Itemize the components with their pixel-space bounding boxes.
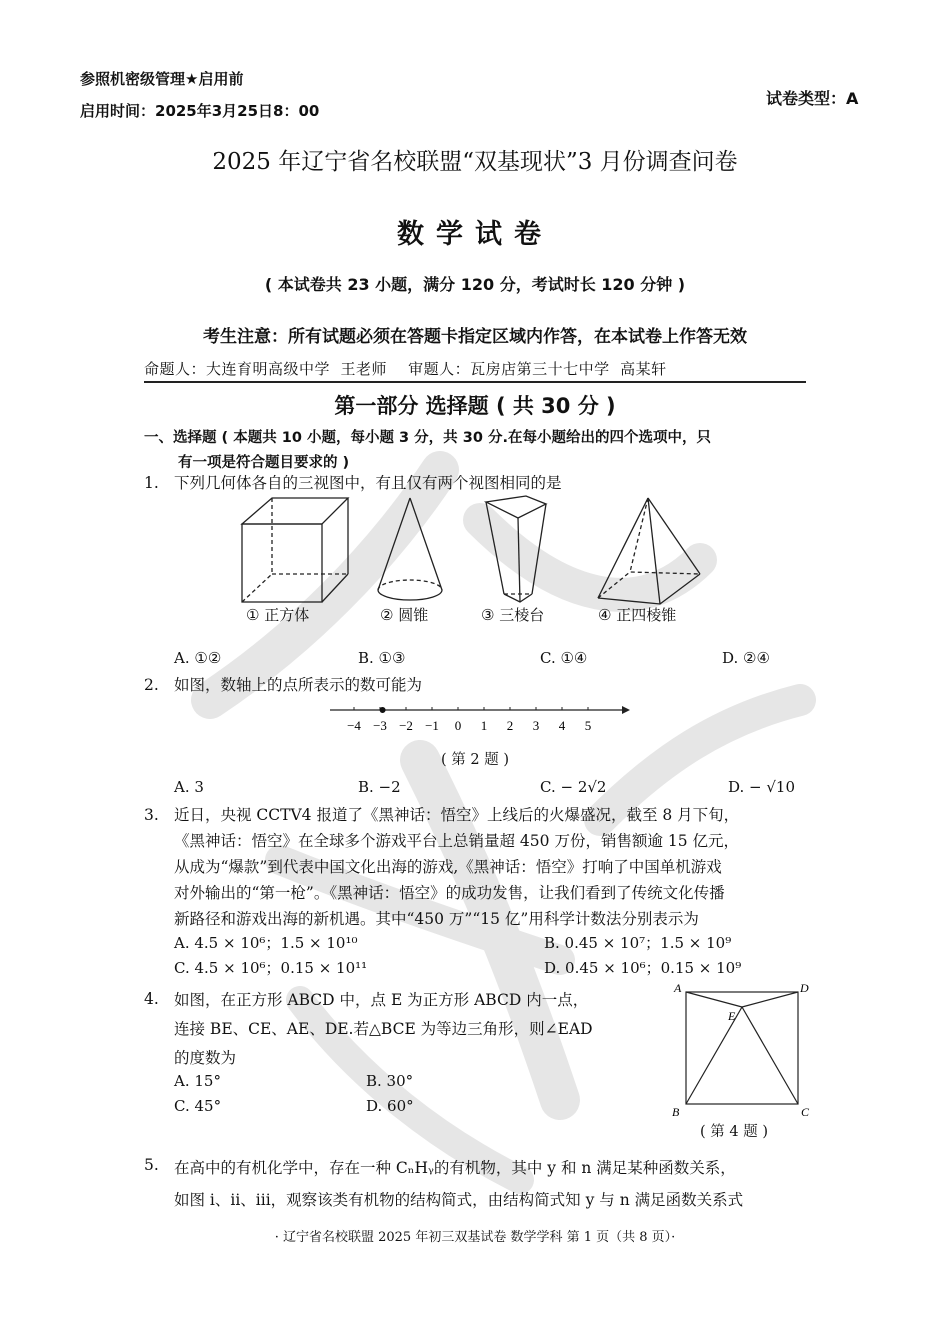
q2-option-c: C. − 2√2 xyxy=(540,778,607,796)
secret-label: 参照机密级管理★启用前 xyxy=(80,70,244,88)
q1-stem: 下列几何体各自的三视图中，有且仅有两个视图相同的是 xyxy=(174,474,562,492)
part1-title: 第一部分 选择题 ( 共 30 分 ) xyxy=(334,394,616,418)
q1-option-c: C. ①④ xyxy=(540,649,588,667)
section1-line1: 一、选择题 ( 本题共 10 小题，每小题 3 分，共 30 分.在每小题给出的四个选项中，只 xyxy=(144,430,711,446)
number-line-tick-label: 5 xyxy=(584,718,592,733)
start-time: 启用时间：2025年3月25日8：00 xyxy=(80,102,320,120)
q3-body xyxy=(174,802,814,932)
label-a: A xyxy=(674,981,682,995)
q4-square-figure xyxy=(668,980,818,1120)
number-line-tick-label: −1 xyxy=(425,718,439,733)
q4-line: 如图，在正方形 ABCD 中，点 E 为正方形 ABCD 内一点， xyxy=(174,991,589,1009)
q2-caption: ( 第 2 题 ) xyxy=(441,752,509,768)
q4-option-c: C. 45° xyxy=(174,1097,222,1115)
notice: 考生注意：所有试题必须在答题卡指定区域内作答，在本试卷上作答无效 xyxy=(203,327,747,347)
number-line-tick-label: 0 xyxy=(454,718,462,733)
q5-line: 如图 i、ii、iii，观察该类有机物的结构简式，由结构简式知 y 与 n 满足函数关系式 xyxy=(174,1191,744,1209)
q4-caption: ( 第 4 题 ) xyxy=(700,1124,768,1140)
number-line-tick-label: 3 xyxy=(532,718,540,733)
q5-line: 在高中的有机化学中，存在一种 CₙHᵧ的有机物，其中 y 和 n 满足某种函数关系， xyxy=(174,1159,736,1177)
frustum-shape xyxy=(486,496,546,602)
q1-option-b: B. ①③ xyxy=(358,649,406,667)
shape-label-frustum: ③ 三棱台 xyxy=(481,606,545,624)
q5-number: 5. xyxy=(144,1156,159,1174)
q3-line: 《黑神话：悟空》在全球多个游戏平台上总销量超 450 万份，销售额逾 15 亿元， xyxy=(174,832,740,850)
authors-line: 命题人：大连育明高级中学 王老师 审题人：瓦房店第三十七中学 高某轩 xyxy=(144,358,806,383)
label-b: B xyxy=(672,1105,680,1119)
number-line-tick-label: 1 xyxy=(480,718,488,733)
q4-option-d: D. 60° xyxy=(366,1097,414,1115)
q2-number: 2. xyxy=(144,676,159,694)
paper-type: 试卷类型：A xyxy=(766,89,859,108)
q3-option-b: B. 0.45 × 10⁷；1.5 × 10⁹ xyxy=(544,934,732,952)
label-c: C xyxy=(801,1105,810,1119)
q1-number: 1. xyxy=(144,474,159,492)
page-title: 2025 年辽宁省名校联盟“双基现状”3 月份调查问卷 xyxy=(212,149,738,175)
q2-stem: 如图，数轴上的点所表示的数可能为 xyxy=(174,676,423,694)
cone-shape xyxy=(378,498,442,600)
q2-option-b: B. −2 xyxy=(358,778,401,796)
number-line-tick-label: −3 xyxy=(373,718,387,733)
pyramid-shape xyxy=(598,498,700,604)
q4-option-a: A. 15° xyxy=(174,1072,221,1090)
number-line-tick-label: 4 xyxy=(558,718,566,733)
q5-body xyxy=(174,1152,834,1216)
number-line-tick-label: −4 xyxy=(347,718,361,733)
q4-line: 的度数为 xyxy=(174,1049,237,1067)
q3-line: 从成为“爆款”到代表中国文化出海的游戏,《黑神话：悟空》打响了中国单机游戏 xyxy=(174,858,722,876)
q1-option-d: D. ②④ xyxy=(722,649,770,667)
q4-option-b: B. 30° xyxy=(366,1072,414,1090)
cube-shape xyxy=(242,498,348,602)
q3-option-d: D. 0.45 × 10⁶；0.15 × 10⁹ xyxy=(544,959,742,977)
shape-label-cone: ② 圆锥 xyxy=(380,606,429,624)
q3-line: 新路径和游戏出海的新机遇。其中“450 万”“15 亿”用科学计数法分别表示为 xyxy=(174,910,699,928)
q2-option-d: D. − √10 xyxy=(728,778,796,796)
q4-line: 连接 BE、CE、AE、DE.若△BCE 为等边三角形，则∠EAD xyxy=(174,1020,593,1038)
q2-option-a: A. 3 xyxy=(174,778,204,796)
number-line-point xyxy=(380,707,386,713)
q3-line: 对外输出的“第一枪”。《黑神话：悟空》的成功发售，让我们看到了传统文化传播 xyxy=(174,884,725,902)
number-line-tick-label: −2 xyxy=(399,718,413,733)
page-footer: · 辽宁省名校联盟 2025 年初三双基试卷 数学学科 第 1 页（共 8 页）· xyxy=(274,1230,676,1245)
q4-number: 4. xyxy=(144,990,159,1008)
shape-label-pyramid: ④ 正四棱锥 xyxy=(598,606,677,624)
label-e: E xyxy=(728,1009,736,1023)
number-line-tick-label: 2 xyxy=(506,718,514,733)
q4-body xyxy=(174,986,634,1073)
label-d: D xyxy=(800,981,809,995)
q1-option-a: A. ①② xyxy=(174,649,222,667)
section1-line2: 有一项是符合题目要求的 ) xyxy=(178,455,350,471)
q3-option-a: A. 4.5 × 10⁶；1.5 × 10¹⁰ xyxy=(174,934,358,952)
number-line xyxy=(326,698,636,738)
q3-line: 近日，央视 CCTV4 报道了《黑神话：悟空》上线后的火爆盛况，截至 8 月下旬， xyxy=(174,806,740,824)
q3-number: 3. xyxy=(144,806,159,824)
exam-info: ( 本试卷共 23 小题，满分 120 分，考试时长 120 分钟 ) xyxy=(264,275,686,294)
shape-label-cube: ① 正方体 xyxy=(246,606,310,624)
q3-option-c: C. 4.5 × 10⁶；0.15 × 10¹¹ xyxy=(174,959,368,977)
subject-title: 数学试卷 xyxy=(397,219,553,250)
q1-solids-figure xyxy=(230,494,720,606)
